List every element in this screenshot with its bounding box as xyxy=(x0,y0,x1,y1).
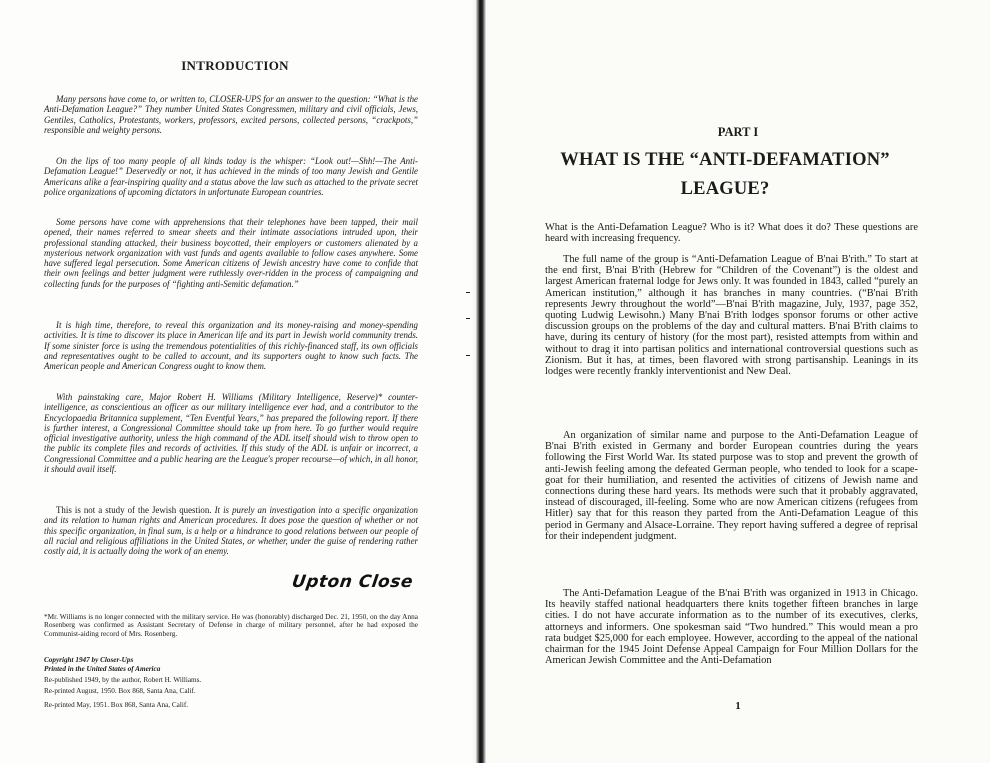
body-paragraph-2: The full name of the group is “Anti-Defamation League of B'nai B'rith.” To start at the end first, B'nai B'rith (Hebrew for “Children of the Covenant”) is the oldest and largest American fraternal lodge for Jews only. It was founded in 1843, called “purely an American institution,” although it has branches in many countries. (“B'nai B'rith represents Jewry throughout the world”—B'nai B'rith magazine, July, 1937, page 352, quoting Ludwig Lewisohn.) Many B'nai B'rith lodges sponsor forums or other active discussion groups on the problems of the day and cultural matters. B'nai B'rith claims to have, during its century of history (for the most part), resisted attempts from within and without to drag it into partisan politics and international controversial questions such as Zionism. But it has, at times, been flavored with strong partisanship. Leanings in its lodges were recently frankly interventionist and New Deal. xyxy=(545,254,918,378)
reprinted-line-1: Re-printed August, 1950. Box 868, Santa Ana, Calif. xyxy=(44,687,196,695)
intro-paragraph-1: Many persons have come to, or written to, CLOSER-UPS for an answer to the question: “What is the Anti-Defamation League?” They number United States Congressmen, military and civil officials, Jews, Gentiles, Catholics, Protestants, workers, professors, excited persons, collected persons, “crackpots,” responsible and weighty persons. xyxy=(44,94,418,135)
spine-mark xyxy=(466,355,470,356)
reprinted-line-2: Re-printed May, 1951. Box 868, Santa Ana, Calif. xyxy=(44,701,189,709)
intro-paragraph-5: With painstaking care, Major Robert H. Williams (Military Intelligence, Reserve)* counter-intelligence, as conscientious an officer as our military intelligence ever had, and a contributor to the Encyclopaedia Britannica supplement, “Ten Eventful Years,” has prepared the following report. If there is further interest, a Congressional Committee should take up from here. To go further would require official investigative authority, unless the high command of the ADL itself should wish to throw open to the public its complete files and records of activities. If this study of the ADL is unfair or incorrect, a Congressional Committee and a public hearing are the League's proper recourse—of which, in all honor, it should avail itself. xyxy=(44,392,418,475)
copyright-line: Copyright 1947 by Closer-Ups xyxy=(44,656,134,664)
spine-mark xyxy=(466,318,470,319)
author-signature: Upton Close xyxy=(290,572,415,592)
intro-paragraph-4: It is high time, therefore, to reveal this organization and its money-raising and money-spending activities. It is time to discover its place in American life and its part in Jewish world community trends. If some sinister force is using the tremendous potentialities of this richly-financed staff, its own officials and representatives ought to be called to account, and its supporters ought to know such facts. The American people and American Congress ought to know them. xyxy=(44,320,418,372)
chapter-title: WHAT IS THE “ANTI-DEFAMATION” LEAGUE? xyxy=(560,150,890,199)
printed-line: Printed in the United States of America xyxy=(44,665,161,673)
introduction-title: INTRODUCTION xyxy=(181,58,289,73)
intro-paragraph-6 xyxy=(44,505,418,556)
intro-paragraph-3: Some persons have come with apprehensions that their telephones have been tapped, their mail opened, their names referred to smear sheets and their intimate associations intruded upon, their professional standing attacked, their business boycotted, their employers or customers alienated by a mysterious network organization with vast funds and agents available to follow cases anywhere. Some have suffered legal persecution. Some American citizens of Jewish ancestry have come to confide that their own feelings and better judgment were ruthlessly over-ridden in the process of campaigning and collecting funds for the purposes of “fighting anti-Semitic defamation.” xyxy=(44,217,418,289)
intro-paragraph-2: On the lips of too many people of all kinds today is the whisper: “Look out!—Shh!—The Anti-Defamation League!” Deservedly or not, it has achieved in the minds of too many Jewish and Gentile Americans alike a fear-inspiring quality and a status above the law such as attached to the private secret police organizations of upcoming dictators in unfortunate European countries. xyxy=(44,156,418,197)
intro-paragraph-6-italic: It is purely an investigation into a specific organization and its relation to human rights and American procedures. It does pose the question of whether or not this specific organization, in final sum, is a help or a hindrance to good relations between our people of all racial and religious affiliations in the United States, or whether, under the guise of rendering rather costly aid, it is actually doing the work of an enemy. xyxy=(44,505,418,557)
body-paragraph-1: What is the Anti-Defamation League? Who is it? What does it do? These questions are heard with increasing frequency. xyxy=(545,222,918,245)
footnote: *Mr. Williams is no longer connected with the military service. He was (honorably) discharged Dec. 21, 1950, on the day Anna Rosenberg was confirmed as Assistant Secretary of Defense in charge of military personnel, after he had exposed the Communist-aiding record of Mrs. Rosenberg. xyxy=(44,612,418,638)
republished-line: Re-published 1949, by the author, Robert H. Williams. xyxy=(44,676,202,684)
intro-paragraph-6-upright: This is not a study of the Jewish question. xyxy=(56,505,212,515)
book-gutter xyxy=(470,0,486,763)
spine-mark xyxy=(466,292,470,293)
body-paragraph-3: An organization of similar name and purpose to the Anti-Defamation League of B'nai B'rith existed in Germany and border European countries during the years following the First World War. Its stated purpose was to stop and prevent the growth of anti-Jewish feeling among the defeated German people, who tended to look for a scape-goat for their humiliation, and resented the activities of citizens of Jewish name and connections during these hard years. Its methods were such that it probably aggravated, instead of discouraged, ill-feeling. Some who are now American citizens (refugees from Hitler) say that for this reason they parted from the Anti-Defamation League of this period in Germany and Alsace-Lorraine. They report having suffered a degree of reprisal for their independent judgment. xyxy=(545,430,918,542)
page-number: 1 xyxy=(735,700,741,712)
part-label: PART I xyxy=(717,125,759,139)
body-paragraph-4: The Anti-Defamation League of the B'nai B'rith was organized in 1913 in Chicago. Its heavily staffed national headquarters there knits together fifteen branches in large cities. I do not have accurate information as to the number of its executives, clerks, attorneys and informers. One spokesman said “Two hundred.” This would mean a pro rata budget $25,000 for each employee. However, according to the appeal of the national chairman for the 1945 Joint Defense Appeal Campaign for Four Million Dollars for the American Jewish Committee and the Anti-Defamation xyxy=(545,588,918,667)
